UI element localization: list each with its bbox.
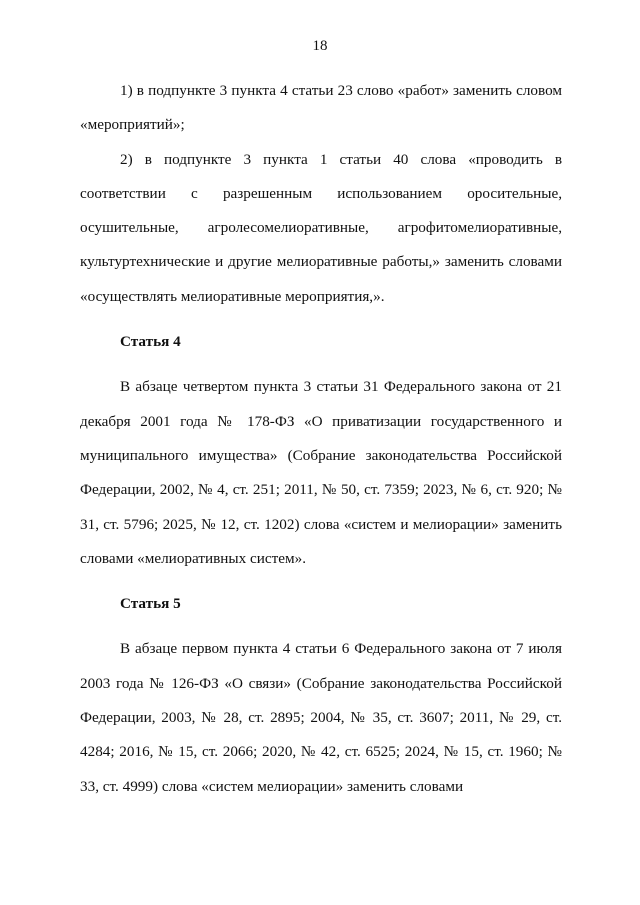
document-body — [80, 74, 562, 804]
paragraph-item-1: 1) в подпункте 3 пункта 4 статьи 23 слово «работ» заменить словом «мероприятий»; — [80, 82, 562, 134]
article-5-paragraph: В абзаце первом пункта 4 статьи 6 Федерального закона от 7 июля 2003 года № 126-ФЗ «О связи» (Собрание законодательства Российской Федерации, 2003, № 28, ст. 2895; 2004, № 35, ст. 3607; 2011, № 29, ст. 4284; 2016, № 15, ст. 2066; 2020, № 42, ст. 6525; 2024, № 15, ст. 1960; № 33, ст. 4999) слова «систем мелиорации» заменить словами — [80, 640, 562, 795]
article-heading-4: Статья 4 — [120, 333, 181, 351]
article-4-paragraph: В абзаце четвертом пункта 3 статьи 31 Федерального закона от 21 декабря 2001 года № 178-ФЗ «О приватизации государственного и муниципального имущества» (Собрание законодательства Российской Федерации, 2002, № 4, ст. 251; 2011, № 50, ст. 7359; 2023, № 6, ст. 920; № 31, ст. 5796; 2025, № 12, ст. 1202) слова «систем и мелиорации» заменить словами «мелиоративных систем». — [80, 378, 562, 567]
page-number: 18 — [312, 38, 328, 54]
article-heading-5: Статья 5 — [120, 595, 181, 613]
paragraph-item-2: 2) в подпункте 3 пункта 1 статьи 40 слова «проводить в соответствии с разрешенным использованием оросительные, осушительные, агролесомелиоративные, агрофитомелиоративные, культуртехнические и другие мелиоративные работы,» заменить словами «осуществлять мелиоративные мероприятия,». — [80, 150, 562, 305]
